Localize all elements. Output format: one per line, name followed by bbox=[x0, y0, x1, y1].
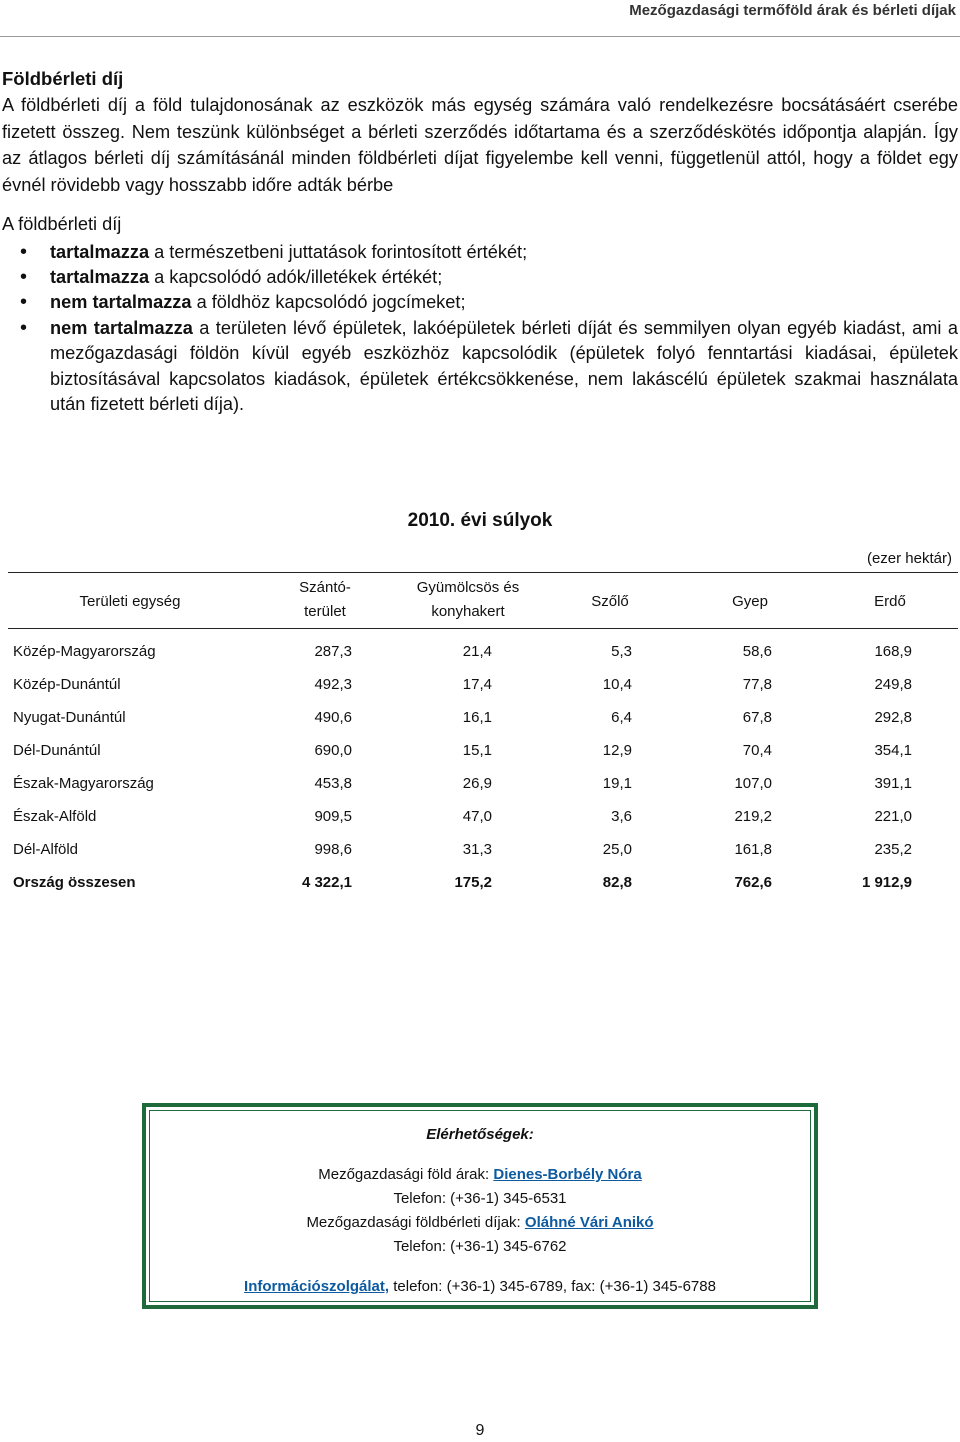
cell-grassland: 70,4 bbox=[742, 742, 772, 759]
list-item-keyword: tartalmazza bbox=[50, 266, 150, 287]
cell-grassland: 67,8 bbox=[742, 709, 772, 726]
table-row bbox=[0, 742, 960, 775]
header-arable-line2: terület bbox=[304, 603, 346, 620]
contacts-box-inner bbox=[149, 1110, 811, 1302]
definition-paragraph: A földbérleti díj a föld tulajdonosának az eszközök más egység számára való rendelkezésre bocsátásáért cserébe fizetett összeg. Nem teszünk különbséget a bérleti szerződés időtartama és a szerződéskötés időpontja alapján. Így az átlagos bérleti díj számításánál minden földbérleti díjat figyelembe kell venni, függetlenül attól, hogy a földet egy évnél rövidebb vagy hosszabb időre adták bérbe bbox=[2, 95, 958, 195]
cell-forest: 354,1 bbox=[874, 742, 912, 759]
cell-grassland: 762,6 bbox=[734, 874, 772, 891]
page-number: 9 bbox=[475, 1422, 485, 1439]
table-row bbox=[0, 775, 960, 808]
header-orchard bbox=[398, 576, 538, 624]
rent-label: Mezőgazdasági földbérleti díjak: bbox=[306, 1214, 525, 1231]
list-intro: A földbérleti díj bbox=[2, 214, 122, 234]
phone-line-1: Telefon: (+36-1) 345-6531 bbox=[393, 1190, 567, 1207]
cell-arable: 690,0 bbox=[314, 742, 352, 759]
list-item-keyword: nem tartalmazza bbox=[50, 292, 192, 313]
cell-region: Észak-Alföld bbox=[13, 808, 97, 825]
info-service-line bbox=[150, 1275, 810, 1299]
cell-region: Ország összesen bbox=[13, 874, 136, 891]
cell-forest: 1 912,9 bbox=[861, 874, 912, 891]
cell-orchard: 16,1 bbox=[462, 709, 492, 726]
cell-orchard: 31,3 bbox=[462, 841, 492, 858]
cell-region: Nyugat-Dunántúl bbox=[13, 709, 126, 726]
cell-arable: 287,3 bbox=[314, 643, 352, 660]
section-heading: Földbérleti díj bbox=[2, 68, 124, 89]
cell-vineyard: 19,1 bbox=[602, 775, 632, 792]
cell-orchard: 26,9 bbox=[462, 775, 492, 792]
cell-vineyard: 10,4 bbox=[602, 676, 632, 693]
list-item bbox=[2, 316, 958, 418]
list-item bbox=[2, 290, 958, 315]
info-service-text: telefon: (+36-1) 345-6789, fax: (+36-1) 345-6788 bbox=[389, 1278, 716, 1295]
list-item-text: a területen lévő épületek, lakóépületek bérleti díját és semmilyen olyan egyéb kiadást, ami a mezőgazdasági földön kívül egyéb eszközhöz kapcsolódik (épületek folyó fenntartási kiadásai, épületek biztosításával kapcsolatos kiadások, épületek értékcsökkenése, nem lakáscélú épületek szakmai használata után fizetett bérleti díja). bbox=[50, 317, 958, 414]
rent-contact bbox=[150, 1211, 810, 1235]
land-price-contact-link[interactable]: Dienes-Borbély Nóra bbox=[493, 1166, 642, 1183]
table-row bbox=[0, 808, 960, 841]
cell-orchard: 47,0 bbox=[462, 808, 492, 825]
header-divider bbox=[0, 36, 960, 37]
inclusion-list bbox=[2, 240, 958, 418]
table-header-rule bbox=[8, 628, 958, 629]
cell-forest: 292,8 bbox=[874, 709, 912, 726]
cell-vineyard: 3,6 bbox=[611, 808, 632, 825]
contacts-title: Elérhetőségek: bbox=[426, 1126, 534, 1143]
rent-contact-link[interactable]: Oláhné Vári Anikó bbox=[524, 1214, 654, 1231]
table-total-row bbox=[0, 874, 960, 907]
header-arable bbox=[270, 576, 380, 624]
cell-arable: 490,6 bbox=[314, 709, 352, 726]
info-service-link[interactable]: Információszolgálat, bbox=[244, 1278, 390, 1295]
cell-grassland: 77,8 bbox=[742, 676, 772, 693]
header-region: Területi egység bbox=[79, 593, 181, 610]
cell-region: Dél-Dunántúl bbox=[13, 742, 101, 759]
cell-vineyard: 5,3 bbox=[611, 643, 632, 660]
contacts-box bbox=[142, 1103, 818, 1309]
cell-orchard: 15,1 bbox=[462, 742, 492, 759]
cell-vineyard: 6,4 bbox=[611, 709, 632, 726]
cell-region: Dél-Alföld bbox=[13, 841, 79, 858]
unit-note: (ezer hektár) bbox=[866, 550, 952, 567]
header-orchard-line2: konyhakert bbox=[431, 603, 505, 620]
header-orchard-line1: Gyümölcsös és bbox=[416, 579, 520, 596]
rent-definition-section bbox=[2, 66, 958, 417]
cell-region: Észak-Magyarország bbox=[13, 775, 154, 792]
list-item bbox=[2, 265, 958, 290]
table-row bbox=[0, 841, 960, 874]
table-row bbox=[0, 676, 960, 709]
cell-region: Közép-Dunántúl bbox=[13, 676, 121, 693]
list-item-keyword: tartalmazza bbox=[50, 241, 150, 262]
cell-orchard: 17,4 bbox=[462, 676, 492, 693]
header-forest: Erdő bbox=[874, 593, 906, 610]
table-row bbox=[0, 643, 960, 676]
table-row bbox=[0, 709, 960, 742]
cell-arable: 492,3 bbox=[314, 676, 352, 693]
cell-orchard: 21,4 bbox=[462, 643, 492, 660]
cell-forest: 391,1 bbox=[874, 775, 912, 792]
list-item-text: a kapcsolódó adók/illetékek értékét; bbox=[149, 266, 443, 287]
cell-arable: 453,8 bbox=[314, 775, 352, 792]
cell-arable: 909,5 bbox=[314, 808, 352, 825]
list-item-text: a természetbeni juttatások forintosított értékét; bbox=[149, 241, 528, 262]
cell-grassland: 58,6 bbox=[742, 643, 772, 660]
cell-vineyard: 82,8 bbox=[602, 874, 632, 891]
table-top-rule bbox=[8, 572, 958, 573]
header-grassland: Gyep bbox=[732, 593, 768, 610]
cell-vineyard: 25,0 bbox=[602, 841, 632, 858]
list-item bbox=[2, 240, 958, 265]
cell-arable: 4 322,1 bbox=[301, 874, 352, 891]
cell-grassland: 107,0 bbox=[734, 775, 772, 792]
cell-forest: 249,8 bbox=[874, 676, 912, 693]
header-vineyard: Szőlő bbox=[591, 593, 629, 610]
cell-forest: 168,9 bbox=[874, 643, 912, 660]
table-title: 2010. évi súlyok bbox=[407, 510, 553, 531]
list-item-keyword: nem tartalmazza bbox=[50, 317, 193, 338]
cell-grassland: 219,2 bbox=[734, 808, 772, 825]
header-arable-line1: Szántó- bbox=[299, 579, 351, 596]
phone-line-2: Telefon: (+36-1) 345-6762 bbox=[393, 1238, 567, 1255]
cell-vineyard: 12,9 bbox=[602, 742, 632, 759]
cell-forest: 235,2 bbox=[874, 841, 912, 858]
land-price-contact bbox=[150, 1163, 810, 1187]
cell-grassland: 161,8 bbox=[734, 841, 772, 858]
running-header: Mezőgazdasági termőföld árak és bérleti díjak bbox=[629, 2, 956, 19]
land-price-label: Mezőgazdasági föld árak: bbox=[318, 1166, 494, 1183]
list-item-text: a földhöz kapcsolódó jogcímeket; bbox=[191, 292, 466, 313]
cell-arable: 998,6 bbox=[314, 841, 352, 858]
cell-orchard: 175,2 bbox=[454, 874, 492, 891]
cell-forest: 221,0 bbox=[874, 808, 912, 825]
cell-region: Közép-Magyarország bbox=[13, 643, 156, 660]
